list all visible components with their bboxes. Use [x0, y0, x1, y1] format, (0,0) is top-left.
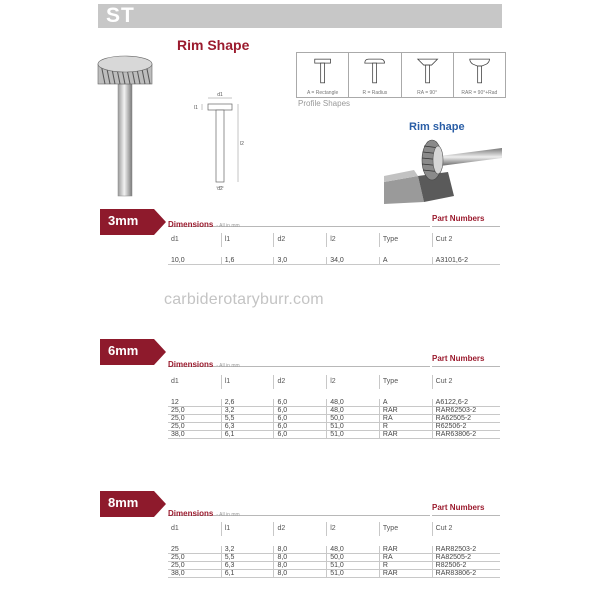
dimensions-title: Dimensions [168, 509, 214, 518]
profile-rar-icon [454, 55, 505, 85]
profile-ra [402, 53, 454, 97]
table-cell: 6,0 [273, 431, 326, 438]
label-l1: l1 [194, 105, 198, 111]
table-cell: 6,3 [221, 562, 274, 569]
column-header: l1 [221, 522, 274, 536]
table-cell: 5,5 [221, 554, 274, 561]
table-cell: A3101,6-2 [432, 257, 500, 264]
table-cell: RA [379, 554, 432, 561]
dimension-drawing [190, 90, 250, 190]
table-row [168, 554, 500, 562]
profile-radius [349, 53, 401, 97]
rim-shape-image [384, 136, 504, 204]
header-bar [98, 4, 502, 28]
profile-rectangle [297, 53, 349, 97]
table-cell: R62506-2 [432, 423, 500, 430]
column-header: l1 [221, 233, 274, 247]
column-header: l1 [221, 375, 274, 389]
label-d1: d1 [217, 92, 223, 98]
profile-label: RA = 90° [417, 90, 438, 96]
table-cell: 6,0 [273, 423, 326, 430]
size-tag-6mm [100, 339, 166, 365]
dimensions-unit: - All in mm [216, 512, 240, 518]
dimensions-header [168, 503, 430, 516]
column-header: d1 [171, 525, 179, 532]
table-row [168, 415, 500, 423]
column-header: Type [379, 522, 432, 536]
table-row [168, 407, 500, 415]
table-cell: R [379, 423, 432, 430]
table-cell: 6,0 [273, 407, 326, 414]
table-cell: 6,0 [273, 399, 326, 406]
table-cell: 5,5 [221, 415, 274, 422]
column-header: l2 [326, 233, 379, 247]
table-cell: 48,0 [326, 399, 379, 406]
column-header: Type [379, 375, 432, 389]
column-header: l2 [326, 375, 379, 389]
table-row [168, 257, 500, 265]
column-header: d2 [273, 375, 326, 389]
column-header: d1 [171, 378, 179, 385]
table-cell: RAR63806-2 [432, 431, 500, 438]
profile-ra-icon [402, 55, 453, 85]
table-cell: 25 [171, 546, 179, 553]
table-cell: 34,0 [326, 257, 379, 264]
table-cell: 48,0 [326, 407, 379, 414]
table-cell: A6122,6-2 [432, 399, 500, 406]
table-cell: RAR82503-2 [432, 546, 500, 553]
table-cell: 25,0 [171, 407, 185, 414]
table-cell: RAR [379, 546, 432, 553]
table-cell: 25,0 [171, 423, 185, 430]
table-cell: 10,0 [171, 257, 185, 264]
table-cell: 6,1 [221, 431, 274, 438]
table-header-row [168, 522, 500, 536]
spec-table-6mm [168, 375, 500, 439]
profile-label: A = Rectangle [306, 90, 339, 96]
page-title: Rim Shape [177, 37, 250, 53]
table-cell: A [379, 399, 432, 406]
table-cell: 2,6 [221, 399, 274, 406]
table-cell: 8,0 [273, 554, 326, 561]
dimensions-unit: - All in mm [216, 363, 240, 369]
table-header-row [168, 233, 500, 247]
table-cell: 50,0 [326, 554, 379, 561]
table-cell: 51,0 [326, 562, 379, 569]
size-tag-3mm [100, 209, 166, 235]
table-cell: RA82505-2 [432, 554, 500, 561]
table-row [168, 399, 500, 407]
table-cell: 51,0 [326, 431, 379, 438]
product-code: ST [106, 4, 135, 27]
table-cell: 51,0 [326, 423, 379, 430]
table-cell: RAR83806-2 [432, 570, 500, 577]
table-row [168, 423, 500, 431]
profile-radius-icon [349, 55, 400, 85]
table-cell: 6,1 [221, 570, 274, 577]
table-cell: A [379, 257, 432, 264]
table-cell: RAR [379, 407, 432, 414]
dimensions-title: Dimensions [168, 360, 214, 369]
dimensions-header [168, 214, 430, 227]
dimensions-unit: - All in mm [216, 223, 240, 229]
burr-tool-image [96, 50, 156, 200]
table-cell: 6,0 [273, 415, 326, 422]
profile-rectangle-icon [297, 55, 348, 85]
column-header: d2 [273, 522, 326, 536]
table-row [168, 570, 500, 578]
table-cell: RAR [379, 570, 432, 577]
table-cell: R [379, 562, 432, 569]
dimensions-header [168, 354, 430, 367]
part-numbers-header: Part Numbers [432, 214, 500, 227]
spec-table-8mm [168, 522, 500, 578]
table-cell: 8,0 [273, 546, 326, 553]
part-numbers-header: Part Numbers [432, 503, 500, 516]
table-cell: RAR [379, 431, 432, 438]
profile-label: R = Radius [362, 90, 388, 96]
table-cell: 8,0 [273, 570, 326, 577]
table-row [168, 546, 500, 554]
table-cell: 38,0 [171, 431, 185, 438]
table-cell: RA [379, 415, 432, 422]
dimensions-title: Dimensions [168, 220, 214, 229]
column-header: l2 [326, 522, 379, 536]
label-d2: d2 [217, 186, 223, 190]
column-header: Cut 2 [432, 233, 500, 247]
table-cell: 38,0 [171, 570, 185, 577]
profile-label: RAR = 90°+Rad [461, 90, 498, 96]
table-cell: 50,0 [326, 415, 379, 422]
profile-rar [454, 53, 505, 97]
column-header: Type [379, 233, 432, 247]
column-header: Cut 2 [432, 375, 500, 389]
table-cell: 3,2 [221, 407, 274, 414]
table-row [168, 431, 500, 439]
profile-shapes [296, 52, 506, 98]
section-size: 8mm [108, 495, 139, 510]
spec-table-3mm [168, 233, 500, 265]
table-cell: 3,0 [273, 257, 326, 264]
column-header: d2 [273, 233, 326, 247]
table-cell: 25,0 [171, 562, 185, 569]
table-cell: 8,0 [273, 562, 326, 569]
rim-shape-label: Rim shape [409, 121, 465, 133]
table-cell: R82506-2 [432, 562, 500, 569]
section-size: 3mm [108, 213, 139, 228]
profiles-caption: Profile Shapes [298, 99, 351, 108]
label-l2: l2 [240, 141, 244, 147]
part-numbers-header: Part Numbers [432, 354, 500, 367]
table-header-row [168, 375, 500, 389]
table-cell: 3,2 [221, 546, 274, 553]
watermark-text: carbiderotaryburr.com [164, 291, 324, 308]
table-cell: RA62505-2 [432, 415, 500, 422]
table-cell: RAR62503-2 [432, 407, 500, 414]
table-row [168, 562, 500, 570]
column-header: d1 [171, 236, 179, 243]
table-cell: 12 [171, 399, 179, 406]
table-cell: 25,0 [171, 554, 185, 561]
table-cell: 51,0 [326, 570, 379, 577]
table-cell: 1,6 [221, 257, 274, 264]
column-header: Cut 2 [432, 522, 500, 536]
table-cell: 48,0 [326, 546, 379, 553]
size-tag-8mm [100, 491, 166, 517]
section-size: 6mm [108, 343, 139, 358]
table-cell: 6,3 [221, 423, 274, 430]
table-cell: 25,0 [171, 415, 185, 422]
